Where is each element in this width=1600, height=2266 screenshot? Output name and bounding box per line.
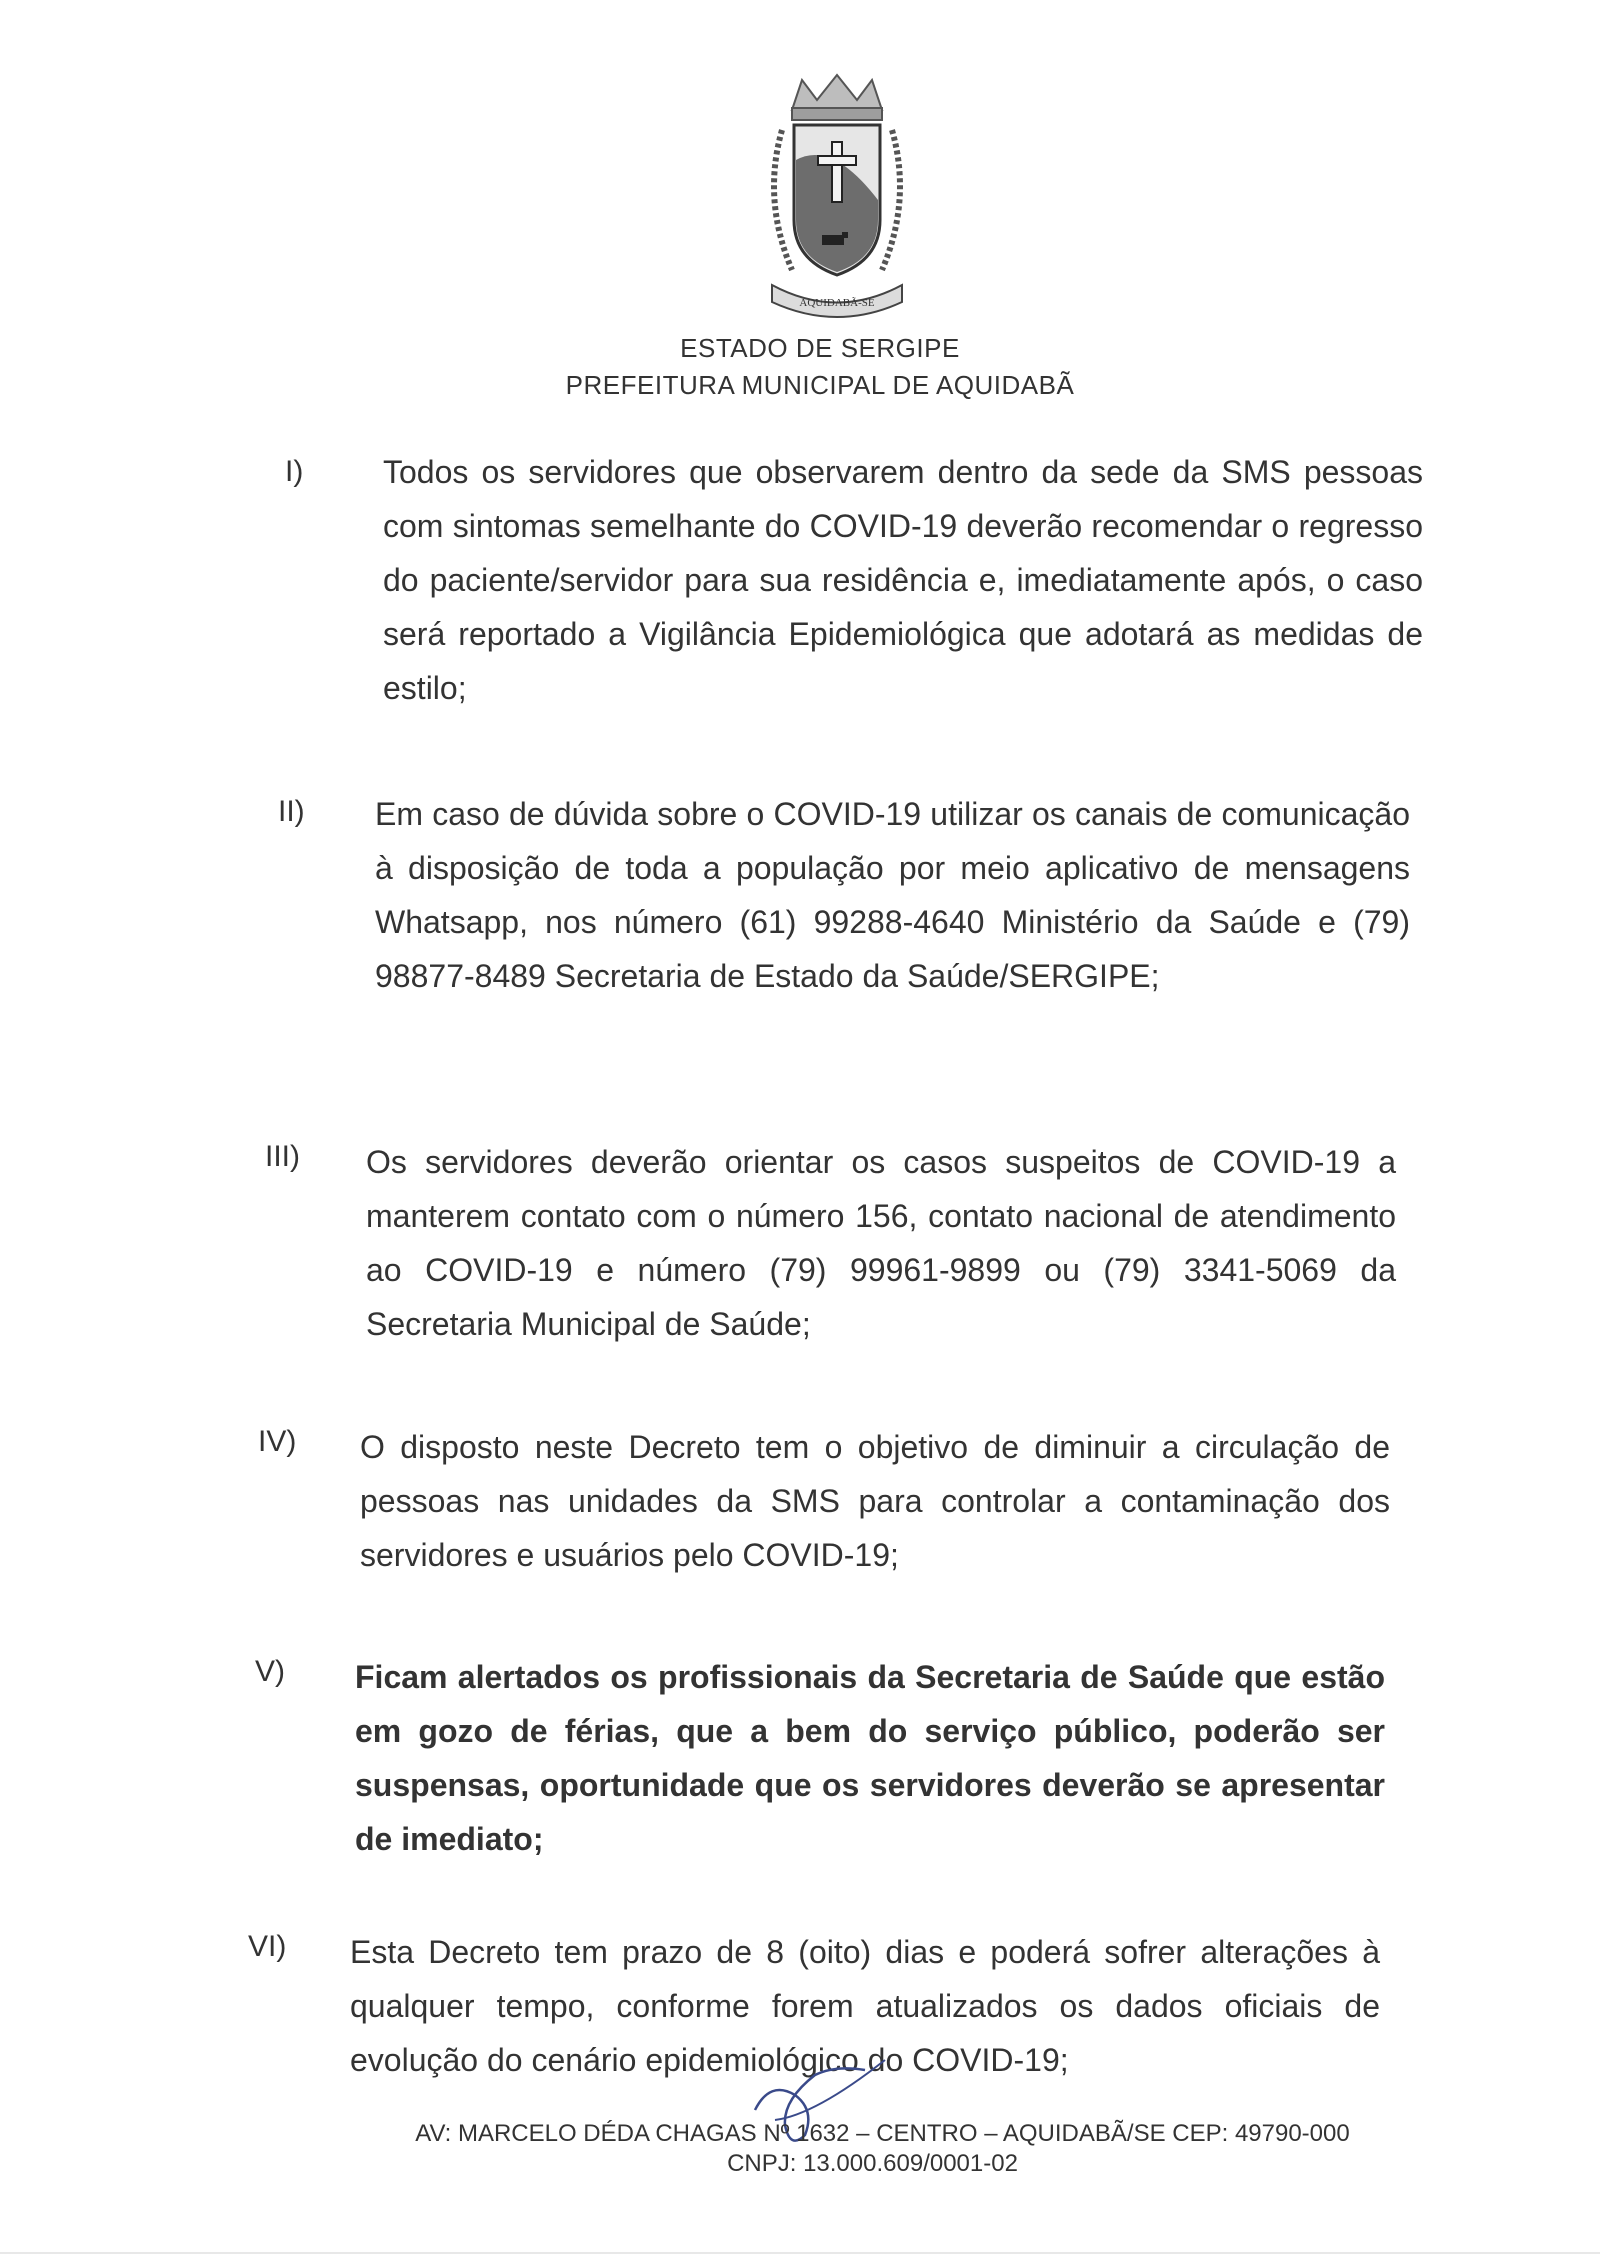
clause-number: VI) bbox=[248, 1930, 287, 1963]
aquidaba-coat-of-arms-icon bbox=[752, 70, 922, 325]
clause-number: V) bbox=[255, 1655, 285, 1688]
clause-text: O disposto neste Decreto tem o objetivo de diminuir a circulação de pessoas nas unidades da SMS para controlar a contaminação dos servidores e usuários pelo COVID-19; bbox=[360, 1429, 1390, 1573]
clause-number: II) bbox=[278, 795, 305, 828]
clause-text: Os servidores deverão orientar os casos suspeitos de COVID-19 a manterem contato com o número 156, contato nacional de atendimento ao COVID-19 e número (79) 99961-9899 ou (79) 3341-5069 da Secretaria Municipal de Saúde; bbox=[366, 1144, 1396, 1342]
state-heading: ESTADO DE SERGIPE bbox=[680, 333, 960, 363]
clause-text: Esta Decreto tem prazo de 8 (oito) dias e poderá sofrer alterações à qualquer tempo, conforme forem atualizados os dados oficiais de evolução do cenário epidemiológico do COVID-19; bbox=[350, 1934, 1380, 2078]
clause-number: III) bbox=[265, 1140, 300, 1173]
bottom-divider bbox=[0, 2252, 1600, 2254]
footer-address: AV: MARCELO DÉDA CHAGAS Nº 1632 – CENTRO – AQUIDABÃ/SE CEP: 49790-000 bbox=[415, 2120, 1350, 2147]
clause-number: IV) bbox=[258, 1425, 297, 1458]
footer-cnpj: CNPJ: 13.000.609/0001-02 bbox=[727, 2150, 1018, 2177]
crest-ribbon-text: AQUIDABÃ-SE bbox=[799, 297, 875, 309]
clause-text: Todos os servidores que observarem dentro da sede da SMS pessoas com sintomas semelhante do COVID-19 deverão recomendar o regresso do paciente/servidor para sua residência e, imediatamente após, o caso será reportado a Vigilância Epidemiológica que adotará as medidas de estilo; bbox=[383, 454, 1423, 706]
clause-number: I) bbox=[285, 455, 304, 488]
prefecture-heading: PREFEITURA MUNICIPAL DE AQUIDABÃ bbox=[565, 370, 1075, 400]
clause-text: Em caso de dúvida sobre o COVID-19 utilizar os canais de comunicação à disposição de toda a população por meio aplicativo de mensagens Whatsapp, nos número (61) 99288-4640 Ministério da Saúde e (79) 98877-8489 Secretaria de Estado da Saúde/SERGIPE; bbox=[375, 796, 1410, 994]
clause-text: Ficam alertados os profissionais da Secretaria de Saúde que estão em gozo de férias, que a bem do serviço público, poderão ser suspensas, oportunidade que os servidores deverão se apresentar de imediato; bbox=[355, 1659, 1385, 1857]
